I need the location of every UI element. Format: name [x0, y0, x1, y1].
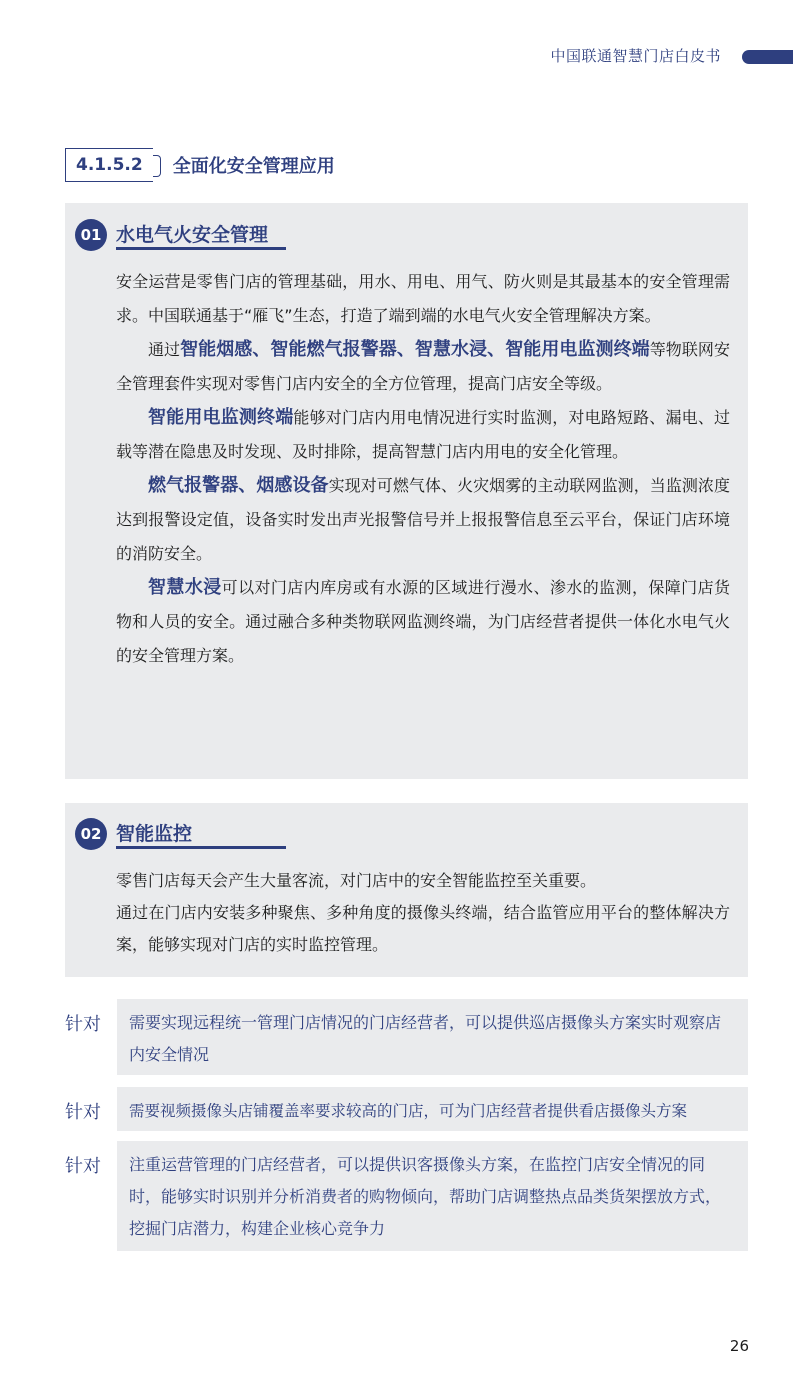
header-accent-bar [742, 50, 793, 64]
paragraph-text: 通过 [148, 340, 181, 359]
paragraph: 安全运营是零售门店的管理基础，用水、用电、用气、防火则是其最基本的安全管理需求。中国联通基于“雁飞”生态，打造了端到端的水电气火安全管理解决方案。 [116, 272, 730, 325]
paragraph-text: 实现对可燃气体、火灾烟雾的主动联网监测，当监测浓度达到报警设定值，设备实时发出声光报警信号并上报报警信息至云平台，保证门店环境的消防安全。 [116, 476, 730, 563]
highlight-text: 智能用电监测终端 [148, 407, 294, 428]
section-heading [65, 148, 335, 182]
panel-title-underline [116, 247, 286, 250]
target-text: 需要实现远程统一管理门店情况的门店经营者，可以提供巡店摄像头方案实时观察店内安全情况 [117, 999, 748, 1075]
target-text: 注重运营管理的门店经营者，可以提供识客摄像头方案，在监控门店安全情况的同时，能够实时识别并分析消费者的购物倾向，帮助门店调整热点品类货架摆放方式，挖掘门店潜力，构建企业核心竞争力 [117, 1141, 748, 1251]
target-label: 针对 [65, 1156, 101, 1177]
paragraph: 零售门店每天会产生大量客流，对门店中的安全智能监控至关重要。 [116, 871, 597, 890]
paragraph-text: 等物联网安全管理套件实现对零售门店内安全的全方位管理，提高门店安全等级。 [116, 340, 730, 393]
paragraph-text: 能够对门店内用电情况进行实时监测，对电路短路、漏电、过载等潜在隐患及时发现、及时排除，提高智慧门店内用电的安全化管理。 [116, 408, 730, 461]
paragraph [116, 401, 730, 469]
panel-title-underline [116, 846, 286, 849]
panel-title: 智能监控 [116, 823, 193, 845]
paragraph-text: 可以对门店内库房或有水源的区域进行漫水、渗水的监测，保障门店货物和人员的安全。通过融合多种类物联网监测终端，为门店经营者提供一体化水电气火的安全管理方案。 [116, 578, 730, 665]
panel-body [116, 865, 730, 961]
panel-badge-01: 01 [75, 219, 107, 251]
target-label: 针对 [65, 1014, 101, 1035]
section-number-bracket [153, 155, 161, 177]
paragraph [116, 333, 730, 401]
paragraph [116, 571, 730, 673]
panel-smart-monitoring [65, 803, 748, 977]
section-title: 全面化安全管理应用 [172, 156, 335, 177]
highlight-text: 燃气报警器、烟感设备 [148, 475, 329, 496]
target-text: 需要视频摄像头店铺覆盖率要求较高的门店，可为门店经营者提供看店摄像头方案 [117, 1087, 748, 1131]
target-label: 针对 [65, 1102, 101, 1123]
panel-utility-safety [65, 203, 748, 779]
panel-badge-02: 02 [75, 818, 107, 850]
panel-title: 水电气火安全管理 [116, 224, 269, 246]
highlight-text: 智慧水浸 [148, 577, 222, 598]
section-number-text: 4.1.5.2 [76, 155, 143, 175]
document-header-title: 中国联通智慧门店白皮书 [550, 47, 721, 65]
panel-body [116, 265, 730, 673]
section-number [65, 148, 153, 182]
highlight-text: 智能烟感、智能燃气报警器、智慧水浸、智能用电监测终端 [180, 339, 650, 360]
paragraph [116, 469, 730, 571]
page-number: 26 [729, 1337, 749, 1355]
paragraph: 通过在门店内安装多种聚焦、多种角度的摄像头终端，结合监管应用平台的整体解决方案，能够实现对门店的实时监控管理。 [116, 903, 730, 954]
